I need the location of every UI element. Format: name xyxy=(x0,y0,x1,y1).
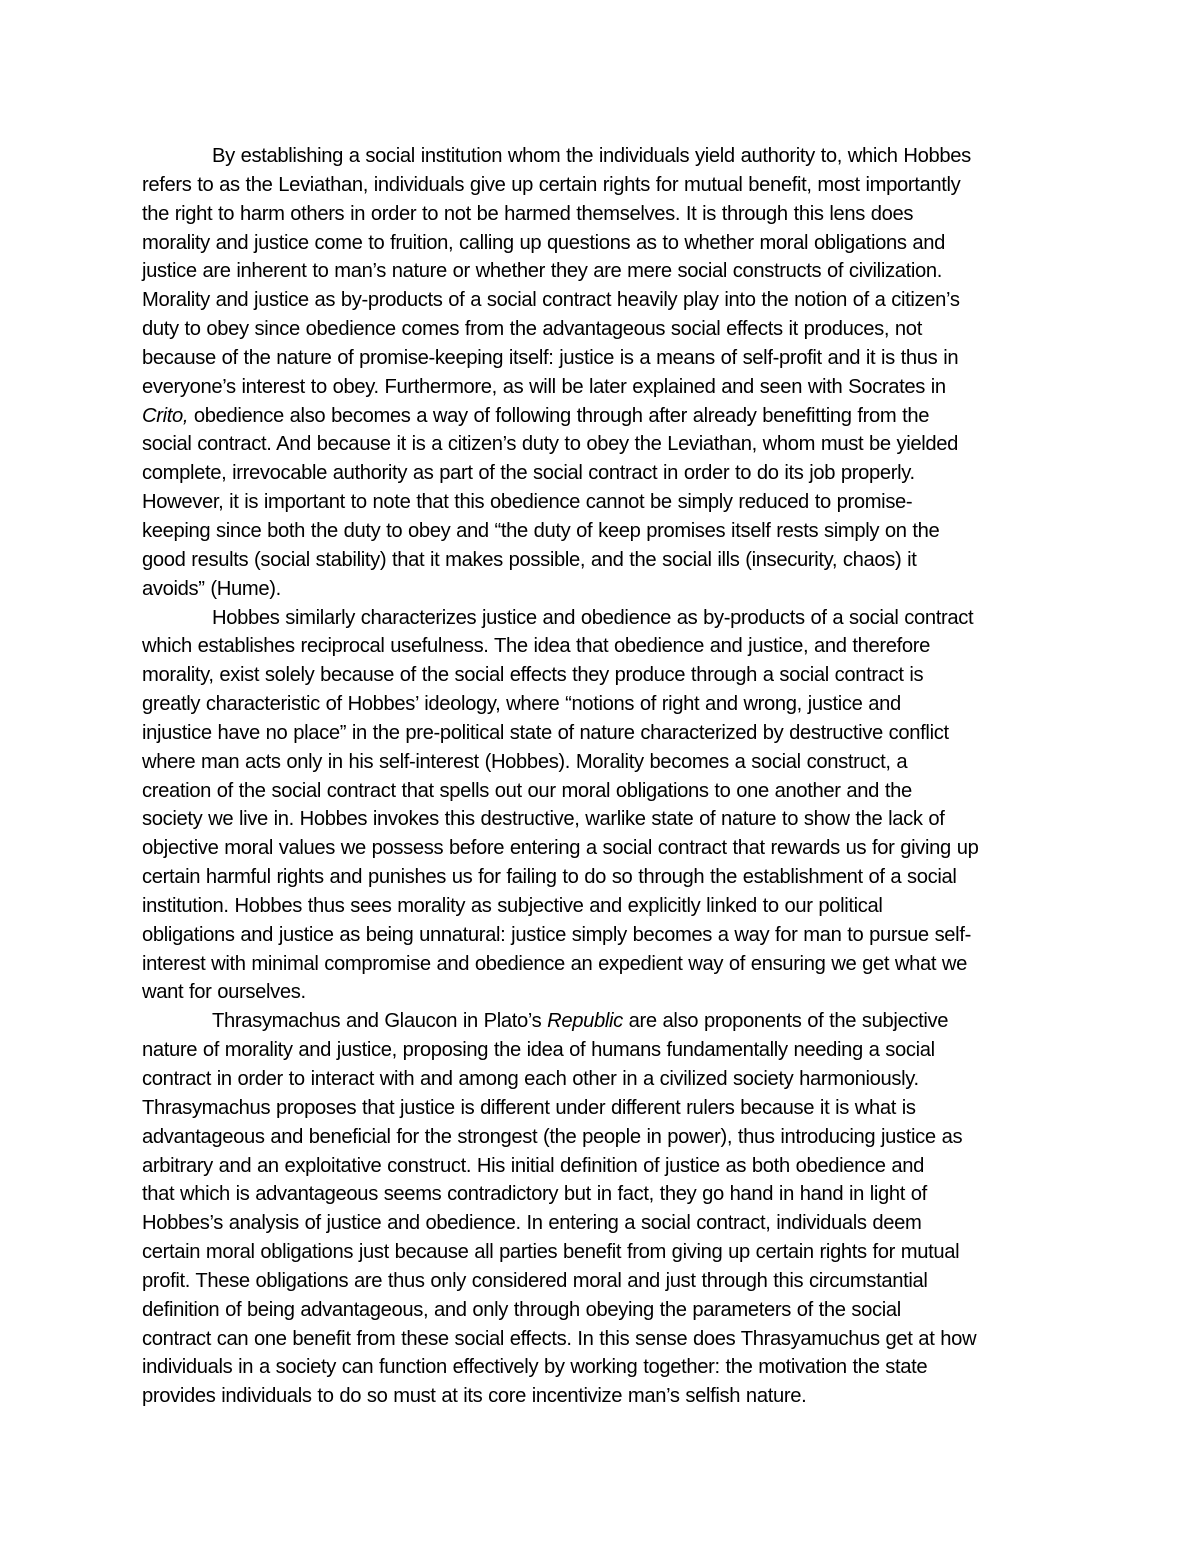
text-fragment: obedience also becomes a way of following through after already benefitting from the xyxy=(188,404,930,427)
text-fragment: are also proponents of the subjective xyxy=(622,1010,949,1033)
text-line: Hobbes similarly characterizes justice and obedience as by-products of a social contract xyxy=(212,606,974,629)
paragraph-2 xyxy=(142,604,1062,1008)
paragraph-3 xyxy=(142,1007,1062,1411)
text-line: objective moral values we possess before entering a social contract that rewards us for giving up xyxy=(142,837,979,860)
text-line: arbitrary and an exploitative construct. His initial definition of justice as both obedience and xyxy=(142,1154,924,1177)
text-line: duty to obey since obedience comes from the advantageous social effects it produces, not xyxy=(142,318,922,341)
text-line: advantageous and beneficial for the strongest (the people in power), thus introducing justice as xyxy=(142,1125,963,1148)
italic-title-crito: Crito, xyxy=(142,404,189,427)
text-line: By establishing a social institution whom the individuals yield authority to, which Hobbes xyxy=(212,145,971,167)
text-line: society we live in. Hobbes invokes this destructive, warlike state of nature to show the lack of xyxy=(142,808,945,831)
text-line: refers to as the Leviathan, individuals give up certain rights for mutual benefit, most importantly xyxy=(142,173,961,196)
text-line: individuals in a society can function effectively by working together: the motivation the state xyxy=(142,1356,928,1379)
text-line: However, it is important to note that this obedience cannot be simply reduced to promise- xyxy=(142,491,913,514)
text-line: that which is advantageous seems contradictory but in fact, they go hand in hand in light of xyxy=(142,1183,927,1206)
text-line: social contract. And because it is a citizen’s duty to obey the Leviathan, whom must be yielded xyxy=(142,433,959,456)
text-line: which establishes reciprocal usefulness. The idea that obedience and justice, and therefore xyxy=(142,635,931,658)
text-line: everyone’s interest to obey. Furthermore, as will be later explained and seen with Socrates in xyxy=(142,375,946,398)
text-line: greatly characteristic of Hobbes’ ideology, where “notions of right and wrong, justice and xyxy=(142,693,901,716)
text-line: Thrasymachus proposes that justice is different under different rulers because it is what is xyxy=(142,1096,916,1119)
text-line: morality, exist solely because of the social effects they produce through a social contract is xyxy=(142,664,924,687)
text-fragment: Thrasymachus and Glaucon in Plato’s xyxy=(212,1010,548,1033)
text-line xyxy=(142,1007,1062,1036)
text-line: profit. These obligations are thus only considered moral and just through this circumstantial xyxy=(142,1269,928,1292)
text-line: morality and justice come to fruition, calling up questions as to whether moral obligations and xyxy=(142,231,946,254)
text-line: institution. Hobbes thus sees morality as subjective and explicitly linked to our political xyxy=(142,894,883,917)
text-line: creation of the social contract that spells out our moral obligations to one another and the xyxy=(142,779,912,802)
paragraph-1 xyxy=(142,142,1062,604)
text-line: want for ourselves. xyxy=(142,981,306,1004)
text-line: injustice have no place” in the pre-political state of nature characterized by destructive conflict xyxy=(142,721,949,744)
text-line: obligations and justice as being unnatural: justice simply becomes a way for man to pursue self- xyxy=(142,923,971,946)
text-line: certain moral obligations just because all parties benefit from giving up certain rights for mutual xyxy=(142,1241,960,1264)
text-line: good results (social stability) that it makes possible, and the social ills (insecurity, chaos) it xyxy=(142,548,917,571)
text-line: avoids” (Hume). xyxy=(142,577,281,600)
text-line: keeping since both the duty to obey and “the duty of keep promises itself rests simply on the xyxy=(142,519,940,542)
text-line: the right to harm others in order to not be harmed themselves. It is through this lens does xyxy=(142,202,914,225)
text-line: because of the nature of promise-keeping itself: justice is a means of self-profit and it is thus in xyxy=(142,346,959,369)
text-line: Hobbes’s analysis of justice and obedience. In entering a social contract, individuals deem xyxy=(142,1212,922,1235)
text-line: nature of morality and justice, proposing the idea of humans fundamentally needing a social xyxy=(142,1039,935,1062)
text-line: complete, irrevocable authority as part of the social contract in order to do its job properly. xyxy=(142,462,915,485)
italic-title-republic: Republic xyxy=(547,1010,623,1033)
text-line: provides individuals to do so must at its core incentivize man’s selfish nature. xyxy=(142,1385,807,1408)
text-line: interest with minimal compromise and obedience an expedient way of ensuring we get what we xyxy=(142,952,967,975)
text-line xyxy=(142,402,1062,431)
text-line: where man acts only in his self-interest (Hobbes). Morality becomes a social construct, a xyxy=(142,750,908,773)
text-line: Morality and justice as by-products of a social contract heavily play into the notion of a citizen’s xyxy=(142,289,960,312)
document-body xyxy=(142,142,1062,1411)
text-line: contract in order to interact with and among each other in a civilized society harmoniously. xyxy=(142,1068,919,1090)
text-line: definition of being advantageous, and only through obeying the parameters of the social xyxy=(142,1298,901,1321)
text-line: justice are inherent to man’s nature or whether they are mere social constructs of civilization. xyxy=(142,260,942,283)
text-line: certain harmful rights and punishes us for failing to do so through the establishment of a social xyxy=(142,866,957,889)
text-line: contract can one benefit from these social effects. In this sense does Thrasyamuchus get at how xyxy=(142,1327,977,1350)
